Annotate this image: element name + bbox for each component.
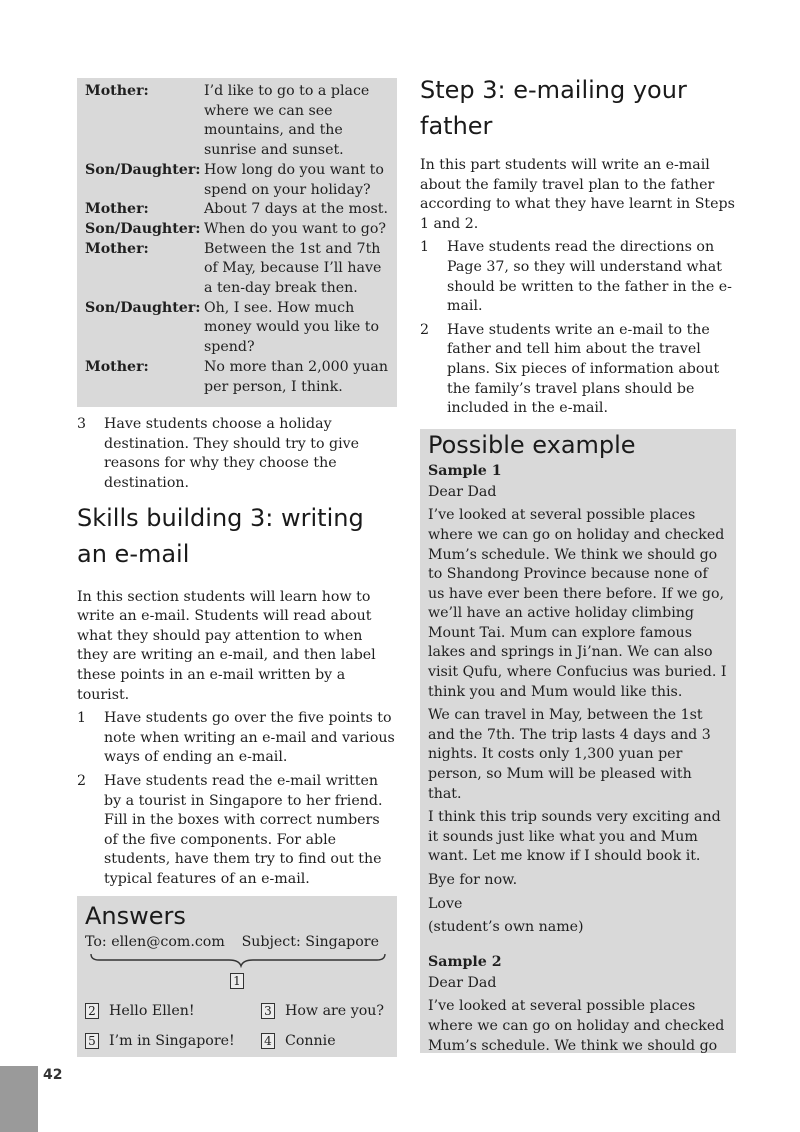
dialogue-line: No more than 2,000 yuan per person, I think.	[204, 358, 388, 395]
answer-text: Hello Ellen!	[109, 1002, 195, 1019]
dialogue-row	[85, 299, 391, 358]
answer-text: How are you?	[285, 1002, 385, 1019]
dialogue-speaker: Mother:	[85, 240, 149, 257]
answer-box-number: 1	[230, 973, 244, 989]
answers-to: To: ellen@com.com	[85, 933, 225, 950]
skills-list	[77, 709, 397, 889]
answer-cell	[261, 1003, 389, 1019]
list-item	[420, 321, 736, 419]
sample1-paragraph: I think this trip sounds very exciting and it sounds just like what you and Mum want. Let me know if I should book it.	[428, 809, 721, 865]
sample1-paragraph: Dear Dad	[428, 483, 497, 500]
answers-title: Answers	[85, 901, 186, 930]
answer-box-number: 4	[261, 1033, 275, 1049]
answers-subject: Subject: Singapore	[241, 933, 379, 950]
dialogue-row	[85, 240, 391, 299]
example-box	[420, 429, 736, 1053]
dialogue-line: Between the 1st and 7th of May, because I’ll have a ten-day break then.	[204, 240, 382, 297]
dialogue-speaker: Son/Daughter:	[85, 299, 201, 316]
dialogue-box	[77, 78, 397, 407]
sample1-paragraph: (student’s own name)	[428, 919, 584, 936]
answer-text: Connie	[285, 1032, 336, 1049]
brace-label	[85, 970, 389, 989]
list-item	[77, 415, 397, 493]
step2-list	[77, 415, 397, 493]
answer-cell	[85, 1033, 261, 1049]
answers-box	[77, 896, 397, 1057]
left-column	[77, 78, 397, 1057]
dialogue-speaker: Son/Daughter:	[85, 220, 201, 237]
dialogue-line: Oh, I see. How much money would you like to spend?	[204, 299, 380, 356]
dialogue-line: How long do you want to spend on your holiday?	[204, 161, 384, 198]
page-tab	[0, 1066, 38, 1132]
item-number: 2	[420, 321, 430, 338]
dialogue-row	[85, 161, 391, 200]
right-column	[420, 72, 736, 1053]
dialogue-speaker: Mother:	[85, 83, 149, 99]
step3-heading: Step 3: e-mailing your father	[420, 76, 687, 140]
dialogue-row	[85, 220, 391, 240]
dialogue-speaker: Mother:	[85, 201, 149, 218]
answer-box-number: 5	[85, 1033, 99, 1049]
item-text: Have students read the e-mail written by a tourist in Singapore to her friend. Fill in the boxes with correct numbers of the five components. For able students, have them try to find out the typical features of an e-mail.	[104, 772, 383, 887]
sample1-heading: Sample 1	[428, 462, 502, 479]
item-text: Have students go over the five points to note when writing an e-mail and various ways of ending an e-mail.	[104, 710, 395, 766]
answer-box-number: 2	[85, 1003, 99, 1019]
answer-text: I’m in Singapore!	[109, 1032, 235, 1049]
dialogue-speaker: Mother:	[85, 358, 149, 375]
sample1-paragraph: I’ve looked at several possible places where we can go on holiday and checked Mum’s schedule. We think we should go to Shandong Province because none of us have ever been there before. If we go, we’ll have an active holiday climbing Mount Tai. Mum can explore famous lakes and springs in Ji’nan. We can also visit Qufu, where Confucius was buried. I think you and Mum would like this.	[428, 507, 727, 700]
item-number: 1	[77, 710, 87, 727]
sample2-paragraph: Dear Dad	[428, 974, 497, 991]
skills-heading: Skills building 3: writing an e-mail	[77, 503, 364, 568]
sample1-paragraph: Love	[428, 895, 463, 912]
page-number: 42	[43, 1067, 63, 1083]
sample2-paragraph: I’ve looked at several possible places where we can go on holiday and checked Mum’s schedule. We think we should go	[428, 998, 725, 1053]
sample2-heading: Sample 2	[428, 953, 502, 970]
sample1-paragraph: Bye for now.	[428, 872, 518, 888]
dialogue-line: I’d like to go to a place where we can see mountains, and the sunrise and sunset.	[204, 83, 370, 159]
answers-grid	[85, 1003, 389, 1049]
brace-icon	[89, 952, 389, 968]
dialogue-line: About 7 days at the most.	[204, 201, 389, 218]
dialogue-speaker: Son/Daughter:	[85, 161, 201, 178]
dialogue-line: When do you want to go?	[204, 220, 387, 237]
dialogue-row	[85, 82, 391, 161]
answers-header-line	[85, 932, 389, 952]
step3-intro: In this part students will write an e-mail about the family travel plan to the father according to what they have learnt in Steps 1 and 2.	[420, 157, 735, 232]
item-text: Have students choose a holiday destination. They should try to give reasons for why they choose the destination.	[104, 416, 360, 492]
item-text: Have students read the directions on Page 37, so they will understand what should be written to the father in the e-mail.	[447, 239, 732, 315]
example-title: Possible example	[428, 430, 636, 459]
item-number: 1	[420, 239, 430, 256]
item-text: Have students write an e-mail to the father and tell him about the travel plans. Six pieces of information about the family’s travel plans should be included in the e-mail.	[447, 321, 720, 417]
dialogue-row	[85, 200, 391, 220]
answer-cell	[85, 1003, 261, 1019]
list-item	[420, 238, 736, 316]
dialogue-row	[85, 358, 391, 397]
item-number: 3	[77, 416, 87, 433]
step3-list	[420, 238, 736, 418]
answer-box-number: 3	[261, 1003, 275, 1019]
answer-cell	[261, 1033, 389, 1049]
skills-intro: In this section students will learn how to write an e-mail. Students will read about what they should pay attention to when they are writing an e-mail, and then label these points in an e-mail written by a tourist.	[77, 588, 376, 703]
sample1-paragraph: We can travel in May, between the 1st and the 7th. The trip lasts 4 days and 3 nights. It costs only 1,300 yuan per person, so Mum will be pleased with that.	[428, 707, 711, 802]
list-item	[77, 709, 397, 768]
list-item	[77, 772, 397, 890]
item-number: 2	[77, 772, 87, 789]
